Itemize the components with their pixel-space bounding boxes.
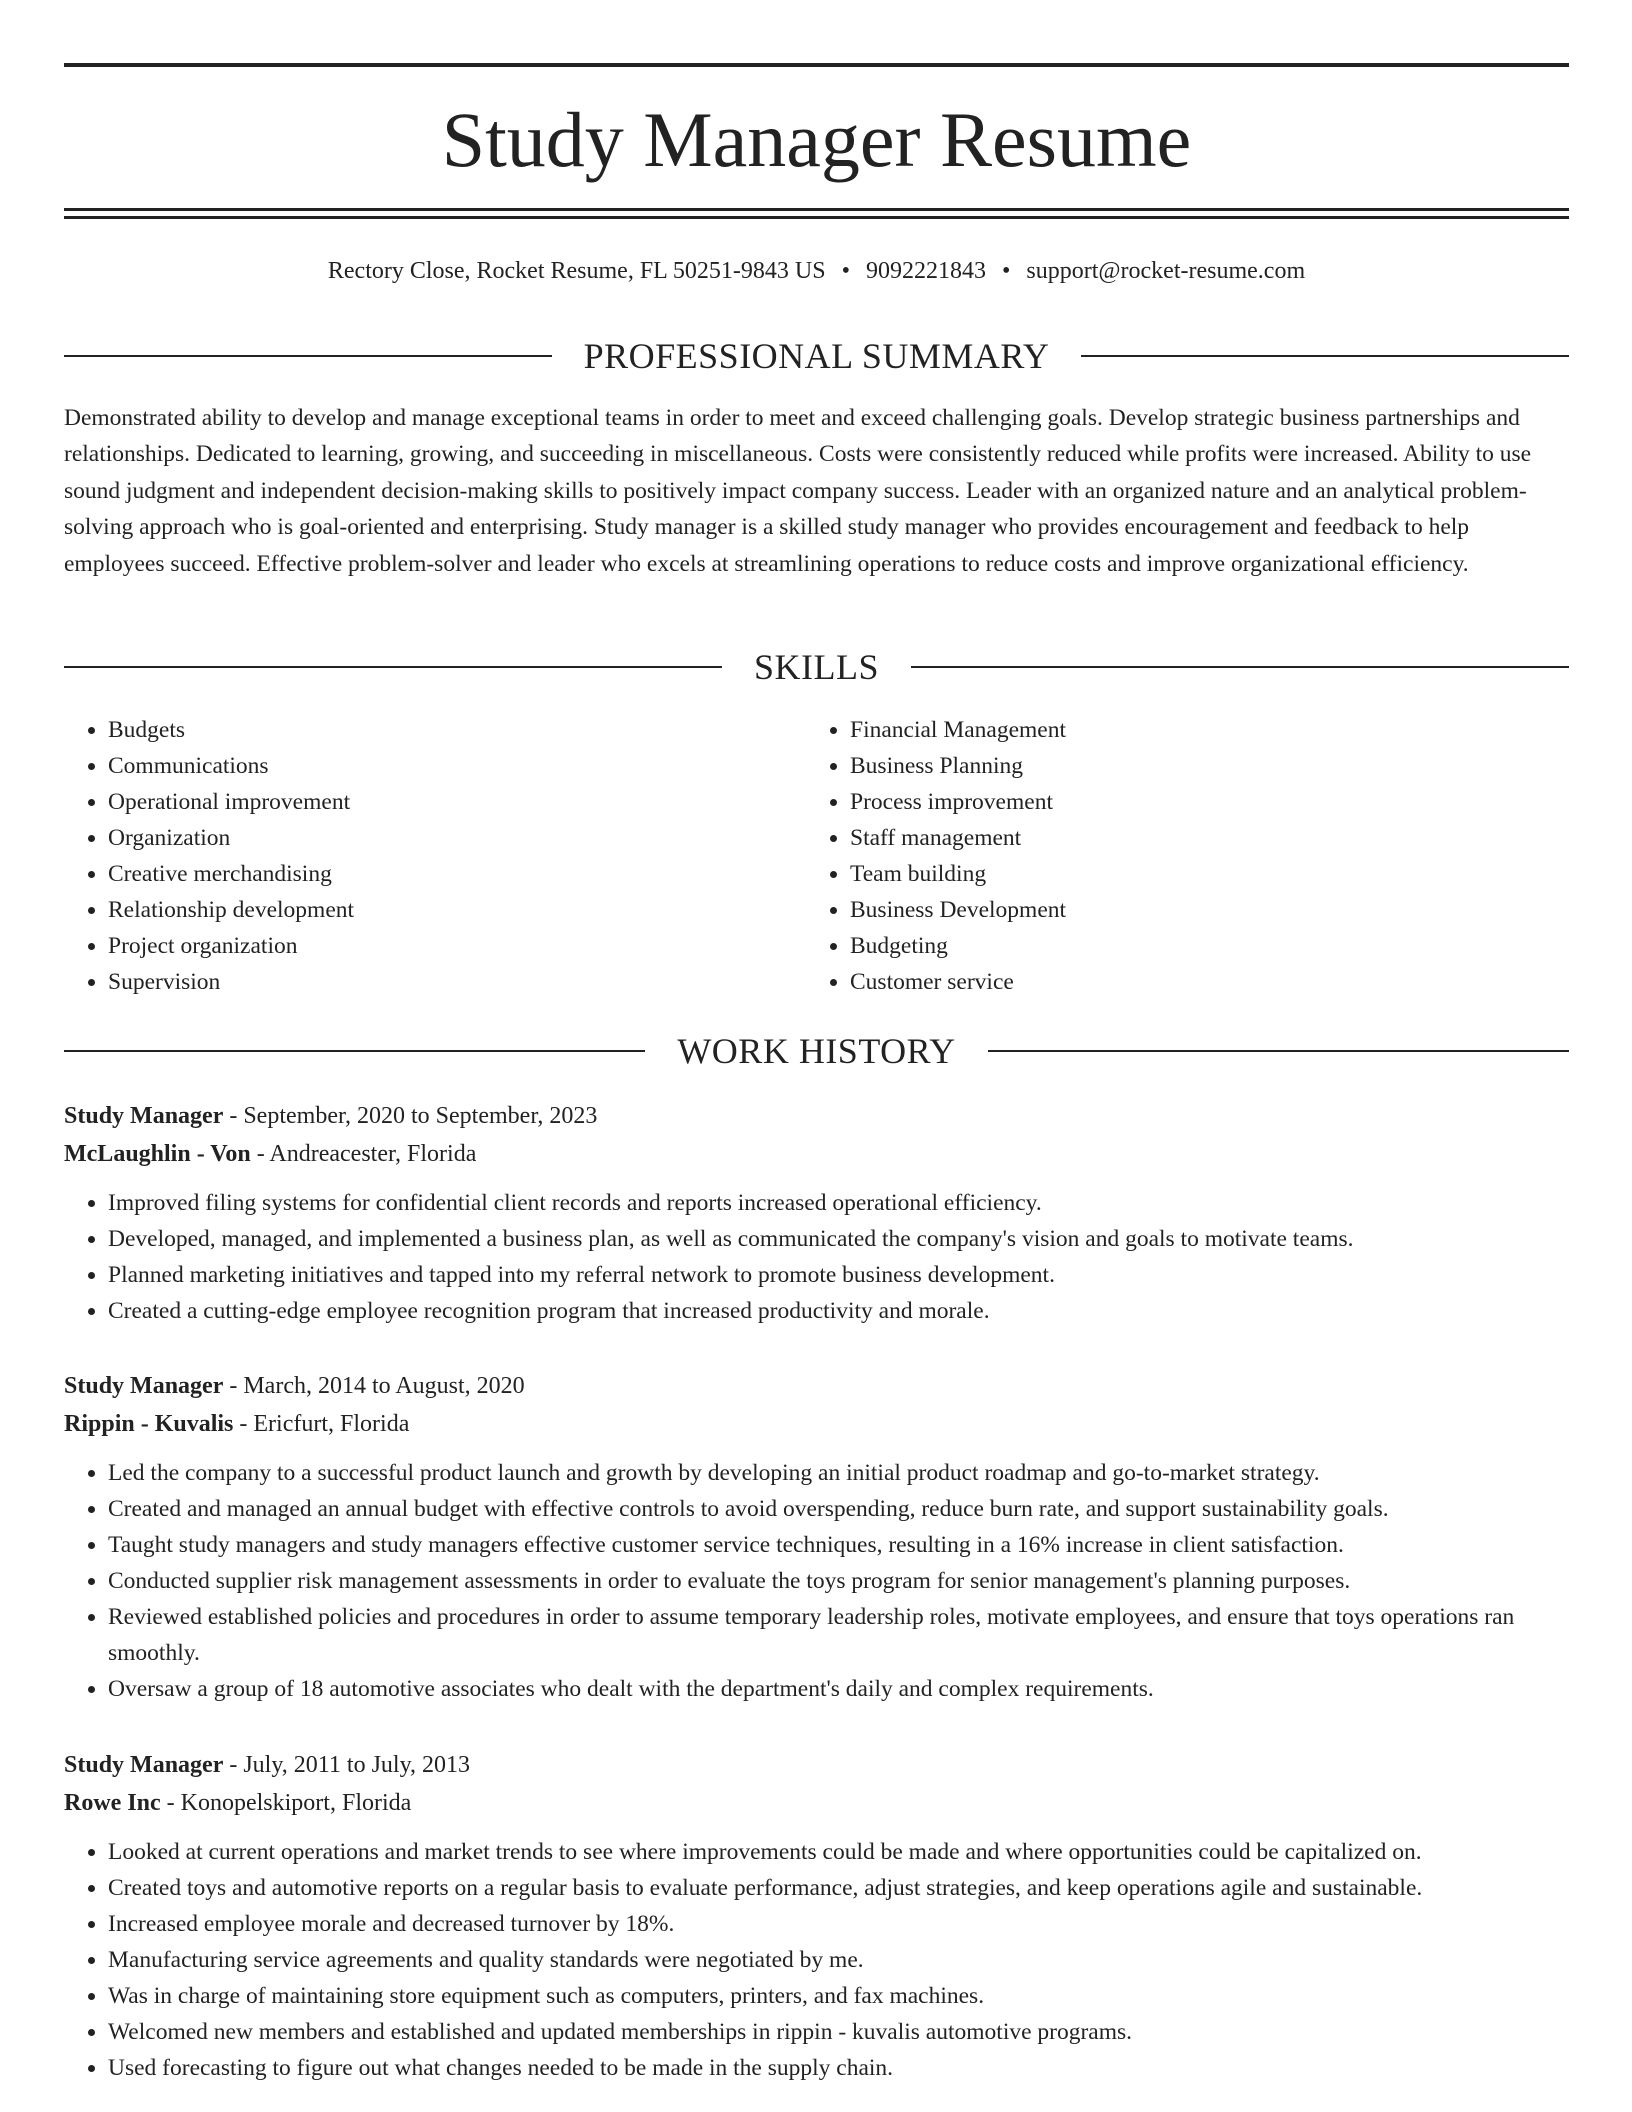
contact-address: Rectory Close, Rocket Resume, FL 50251-9843 US [327, 258, 826, 284]
job-bullet: • Created and managed an annual budget with effective controls to avoid overspending, reduce burn rate, and support sustainability goals. [108, 1491, 1569, 1527]
job-bullet: • Improved filing systems for confidential client records and reports increased operational efficiency. [108, 1185, 1569, 1221]
job-bullet: • Increased employee morale and decreased turnover by 18%. [108, 1906, 1569, 1942]
job-bullet: • Used forecasting to figure out what changes needed to be made in the supply chain. [108, 2050, 1569, 2086]
heading-rule [911, 666, 1569, 668]
heading-rule [64, 355, 552, 357]
job-bullet: • Led the company to a successful product launch and growth by developing an initial product roadmap and go-to-market strategy. [108, 1455, 1569, 1491]
skill-item: • Operational improvement [108, 784, 808, 820]
job-company: Rippin - Kuvalis [64, 1411, 234, 1437]
job-entry [64, 1367, 1569, 1707]
section-heading-work [64, 1029, 1569, 1073]
job-bullets [64, 1455, 1569, 1707]
heading-rule [988, 1050, 1569, 1052]
job-role: Study Manager [64, 1103, 224, 1129]
job-company: Rowe Inc [64, 1790, 161, 1816]
section-heading-summary [64, 334, 1569, 378]
job-location: - Ericfurt, Florida [233, 1411, 410, 1437]
contact-separator: • [841, 258, 851, 284]
section-title: PROFESSIONAL SUMMARY [583, 336, 1050, 376]
skill-item: • Process improvement [850, 784, 1550, 820]
resume-title: Study Manager Resume [441, 96, 1192, 183]
job-bullet: • Taught study managers and study managers effective customer service techniques, resulting in a 16% increase in client satisfaction. [108, 1527, 1569, 1563]
heading-rule [1081, 355, 1569, 357]
job-bullet: • Looked at current operations and market trends to see where improvements could be made and where opportunities could be capitalized on. [108, 1834, 1569, 1870]
job-bullet: • Manufacturing service agreements and quality standards were negotiated by me. [108, 1942, 1569, 1978]
job-bullet: • Welcomed new members and established and updated memberships in rippin - kuvalis automotive programs. [108, 2014, 1569, 2050]
summary-text: Demonstrated ability to develop and manage exceptional teams in order to meet and exceed challenging goals. Develop strategic business partnerships and relationships. Dedicated to learning, growing, and succeeding in miscellaneous. Costs were consistently reduced while profits were increased. Ability to use sound judgment and independent decision-making skills to positively impact company success. Leader with an organized nature and an analytical problem-solving approach who is goal-oriented and enterprising. Study manager is a skilled study manager who provides encouragement and feedback to help employees succeed. Effective problem-solver and leader who excels at streamlining operations to reduce costs and improve organizational efficiency. [64, 405, 1532, 577]
job-location: - Andreacester, Florida [250, 1141, 477, 1167]
job-bullet: • Oversaw a group of 18 automotive associates who dealt with the department's daily and complex requirements. [108, 1671, 1569, 1707]
job-entry [64, 1097, 1569, 1329]
job-entry [64, 1746, 1569, 2086]
skill-item: • Communications [108, 748, 808, 784]
skill-item: • Budgets [108, 712, 808, 748]
job-dates: - September, 2020 to September, 2023 [223, 1103, 598, 1129]
job-role-line [64, 1367, 1569, 1405]
skill-item: • Supervision [108, 964, 808, 1000]
heading-rule [64, 666, 722, 668]
skill-item: • Relationship development [108, 892, 808, 928]
job-company-line [64, 1135, 1569, 1173]
skills-column-left [64, 712, 808, 1000]
skill-item: • Staff management [850, 820, 1550, 856]
job-bullet: • Conducted supplier risk management assessments in order to evaluate the toys program for senior management's planning purposes. [108, 1563, 1569, 1599]
heading-rule [64, 1050, 645, 1052]
skill-item: • Business Planning [850, 748, 1550, 784]
title-rule-lower [64, 216, 1569, 219]
contact-phone: 9092221843 [866, 258, 987, 284]
job-role-line [64, 1097, 1569, 1135]
job-bullet: • Was in charge of maintaining store equipment such as computers, printers, and fax machines. [108, 1978, 1569, 2014]
top-rule [64, 63, 1569, 67]
contact-separator: • [1002, 258, 1011, 284]
skill-item: • Business Development [850, 892, 1550, 928]
job-role: Study Manager [64, 1373, 224, 1399]
job-bullet: • Reviewed established policies and procedures in order to assume temporary leadership roles, motivate employees, and ensure that toys operations ran smoothly. [108, 1599, 1569, 1671]
skill-item: • Financial Management [850, 712, 1550, 748]
skill-item: • Budgeting [850, 928, 1550, 964]
skill-item: • Customer service [850, 964, 1550, 1000]
job-role-line [64, 1746, 1569, 1784]
job-location: - Konopelskiport, Florida [160, 1790, 412, 1816]
job-dates: - March, 2014 to August, 2020 [223, 1373, 525, 1399]
title-rule-upper [64, 208, 1569, 211]
section-title: WORK HISTORY [677, 1031, 956, 1071]
contact-email: support@rocket-resume.com [1026, 258, 1306, 284]
job-company: McLaughlin - Von [64, 1141, 251, 1167]
skill-item: • Creative merchandising [108, 856, 808, 892]
job-company-line [64, 1405, 1569, 1443]
job-bullet: • Created toys and automotive reports on a regular basis to evaluate performance, adjust strategies, and keep operations agile and sustainable. [108, 1870, 1569, 1906]
section-title: SKILLS [754, 647, 880, 687]
contact-line [64, 254, 1569, 288]
job-role: Study Manager [64, 1752, 224, 1778]
job-bullets [64, 1185, 1569, 1329]
job-bullet: • Developed, managed, and implemented a business plan, as well as communicated the company's vision and goals to motivate teams. [108, 1221, 1569, 1257]
section-heading-skills [64, 645, 1569, 689]
job-dates: - July, 2011 to July, 2013 [223, 1752, 471, 1778]
skills-column-right [806, 712, 1550, 1000]
job-bullet: • Created a cutting-edge employee recognition program that increased productivity and morale. [108, 1293, 1569, 1329]
job-company-line [64, 1784, 1569, 1822]
job-bullet: • Planned marketing initiatives and tapped into my referral network to promote business development. [108, 1257, 1569, 1293]
skill-item: • Project organization [108, 928, 808, 964]
skill-item: • Team building [850, 856, 1550, 892]
job-bullets [64, 1834, 1569, 2086]
skill-item: • Organization [108, 820, 808, 856]
